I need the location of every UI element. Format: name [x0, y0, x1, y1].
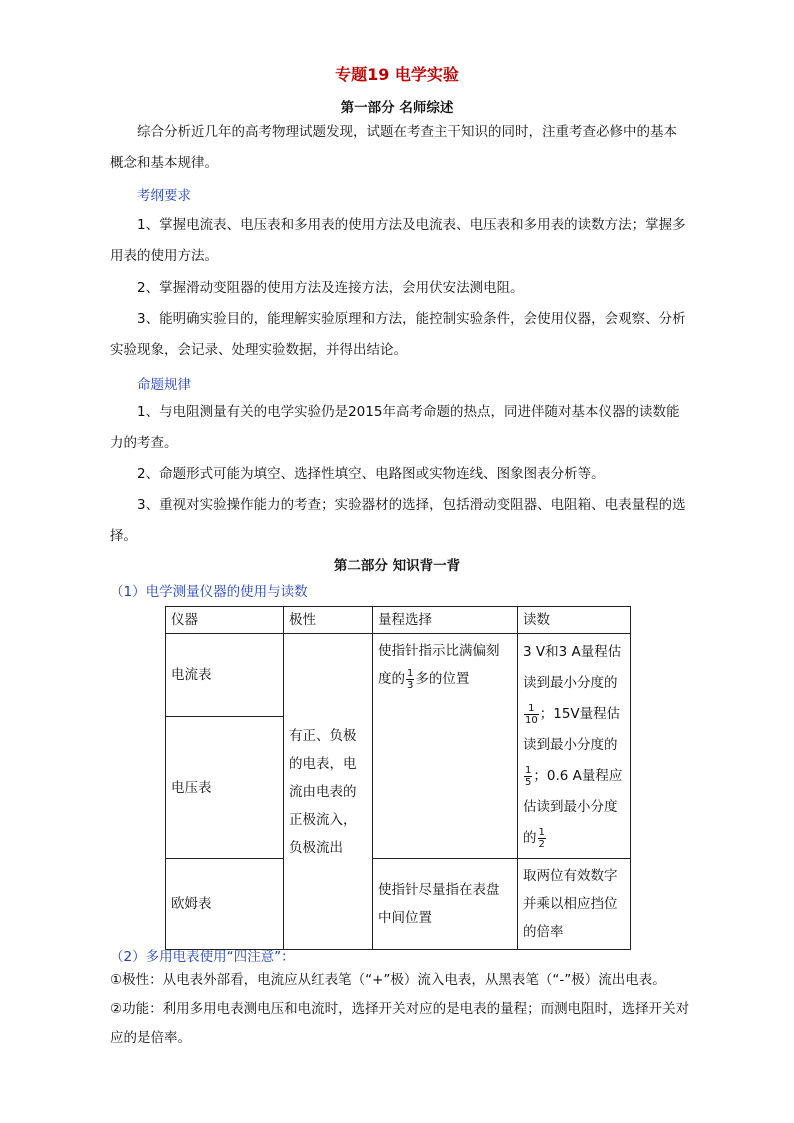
note-function: ②功能：利用多用电表测电压和电流时，选择开关对应的是电表的量程；而测电阻时，选择开关对应的是倍率。 — [110, 1001, 690, 1046]
polarity-cell: 有正、负极的电表，电流由电表的正极流入，负极流出 — [284, 634, 373, 950]
reading-text-c: ；0.6 A量程应估读到最小分度的 — [523, 768, 623, 846]
range-text-a: 使指针指示比满偏刻度的 — [378, 643, 500, 687]
intro-paragraph: 综合分析近几年的高考物理试题发现，试题在考查主干知识的同时，注重考查必修中的基本概念和基本规律。 — [110, 124, 677, 171]
fraction-denominator: 5 — [525, 776, 532, 788]
requirements-heading: 考纲要求 — [137, 188, 191, 204]
instrument-voltmeter: 电压表 — [166, 717, 284, 859]
instrument-ohmmeter: 欧姆表 — [166, 859, 284, 950]
part1-heading: 第一部分 名师综述 — [340, 100, 454, 116]
table-header-cell: 仪器 — [166, 607, 284, 634]
table-header-row — [166, 607, 631, 634]
fraction-one-third — [406, 668, 414, 691]
fraction-numerator: 1 — [525, 764, 532, 776]
reading-text-a: 3 V和3 A量程估读到最小分度的 — [523, 644, 622, 691]
requirement-item-3: 3、能明确实验目的，能理解实验原理和方法，能控制实验条件，会使用仪器，会观察、分析实验现象，会记录、处理实验数据，并得出结论。 — [110, 311, 686, 358]
section1-heading: （1）电学测量仪器的使用与读数 — [110, 584, 308, 600]
reading-cell-ohmmeter: 取两位有效数字并乘以相应挡位的倍率 — [518, 859, 631, 950]
range-cell-ohmmeter: 使指针尽量指在表盘中间位置 — [373, 859, 518, 950]
note-polarity: ①极性：从电表外部看，电流应从红表笔（“+”极）流入电表，从黑表笔（“-”极）流出电表。 — [110, 972, 666, 988]
rules-heading: 命题规律 — [137, 377, 191, 393]
part2-heading: 第二部分 知识背一背 — [333, 558, 461, 574]
reading-text-b: ；15V量程估读到最小分度的 — [523, 706, 621, 753]
requirement-item-1: 1、掌握电流表、电压表和多用表的使用方法及电流表、电压表和多用表的读数方法；掌握多用表的使用方法。 — [110, 217, 686, 264]
rule-item-3: 3、重视对实验操作能力的考查；实验器材的选择，包括滑动变阻器、电阻箱、电表量程的选择。 — [110, 497, 686, 544]
range-cell-meters — [373, 634, 518, 859]
instrument-table — [165, 606, 631, 950]
section2-heading: （2）多用电表使用“四注意”： — [110, 949, 295, 965]
fraction-numerator: 1 — [538, 826, 545, 838]
table-header-cell: 量程选择 — [373, 607, 518, 634]
table-row — [166, 859, 631, 950]
requirement-item-2: 2、掌握滑动变阻器的使用方法及连接方法，会用伏安法测电阻。 — [137, 280, 524, 296]
rule-item-2: 2、命题形式可能为填空、选择性填空、电路图或实物连线、图象图表分析等。 — [137, 466, 605, 482]
fraction-one-half — [538, 827, 546, 850]
table-header-cell: 极性 — [284, 607, 373, 634]
instrument-ammeter: 电流表 — [166, 634, 284, 717]
fraction-denominator: 3 — [407, 679, 414, 691]
table-row — [166, 634, 631, 717]
fraction-denominator: 10 — [525, 714, 538, 726]
fraction-denominator: 2 — [538, 838, 545, 850]
table-header-cell: 读数 — [518, 607, 631, 634]
page-title: 专题19 电学实验 — [335, 65, 459, 84]
rule-item-1: 1、与电阻测量有关的电学实验仍是2015年高考命题的热点，同进伴随对基本仪器的读数能力的考查。 — [110, 404, 680, 451]
fraction-one-tenth — [524, 703, 539, 726]
fraction-numerator: 1 — [407, 667, 414, 679]
fraction-numerator: 1 — [524, 703, 539, 715]
fraction-one-fifth — [524, 765, 532, 788]
range-text-b: 多的位置 — [415, 671, 470, 687]
reading-cell-meters — [518, 634, 631, 859]
